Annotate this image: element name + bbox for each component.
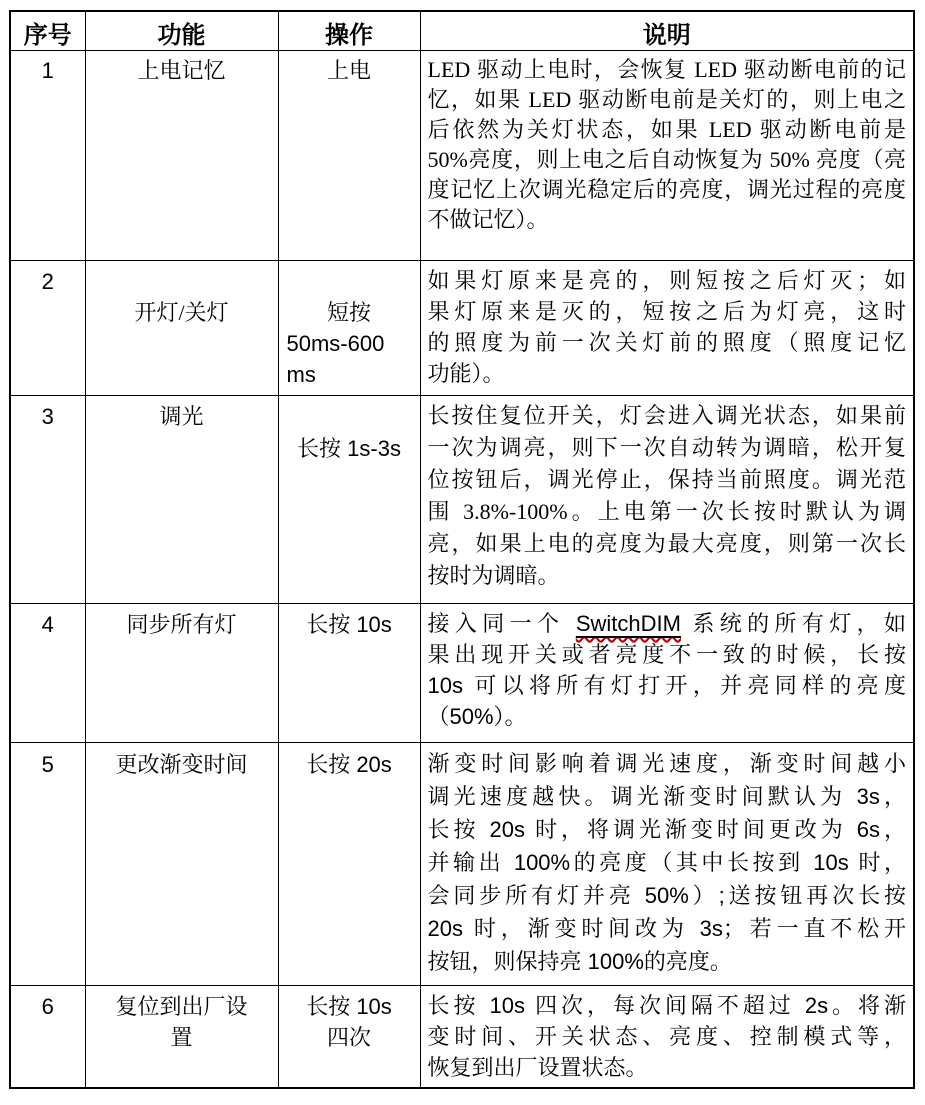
function-cell: 更改渐变时间 — [85, 743, 278, 986]
row-number: 6 — [10, 986, 85, 1088]
operation-cell: 长按 1s-3s — [278, 396, 420, 604]
header-col-desc: 说明 — [420, 11, 914, 51]
function-cell: 调光 — [85, 396, 278, 604]
description-cell: 长按住复位开关，灯会进入调光状态，如果前 一次为调亮，则下一次自动转为调暗，松开复 位按钮后，调光停止，保持当前照度。调光范 围 3.8%-100%。上电第一次长按时默认为调 亮，如果上电的亮度为最大亮度，则第一次长 按时为调暗。 — [420, 396, 914, 604]
spellchecked-line: 接入同一个 SwitchDIM 系统的所有灯，如 — [427, 611, 906, 636]
operation-cell: 短按 50ms-600 ms — [278, 261, 420, 396]
function-cell: 同步所有灯 — [85, 604, 278, 743]
table-row — [10, 986, 914, 1088]
spellcheck-underline: SwitchDIM — [575, 611, 681, 636]
operation-cell: 长按 10s 四次 — [278, 986, 420, 1088]
operation-cell: 上电 — [278, 51, 420, 261]
table-row — [10, 743, 914, 986]
description-cell: 如果灯原来是亮的，则短按之后灯灭；如 果灯原来是灭的，短按之后为灯亮，这时 的照度为前一次关灯前的照度（照度记忆 功能）。 — [420, 261, 914, 396]
description-cell: 接入同一个 SwitchDIM 系统的所有灯，如 果出现开关或者亮度不一致的时候，长按 10s 可以将所有灯打开，并亮同样的亮度 （50%）。 — [420, 604, 914, 743]
function-table — [9, 10, 915, 1089]
table-row — [10, 604, 914, 743]
header-col-num: 序号 — [10, 11, 85, 51]
row-number: 4 — [10, 604, 85, 743]
operation-cell: 长按 20s — [278, 743, 420, 986]
row-number: 5 — [10, 743, 85, 986]
function-cell: 开灯/关灯 — [85, 261, 278, 396]
description-cell: LED 驱动上电时，会恢复 LED 驱动断电前的记 忆，如果 LED 驱动断电前是关灯的，则上电之 后依然为关灯状态，如果 LED 驱动断电前是 50%亮度，则上电之后自动恢复为 50% 亮度（亮 度记忆上次调光稳定后的亮度，调光过程的亮度 不做记忆）。 — [420, 51, 914, 261]
function-cell: 复位到出厂设 置 — [85, 986, 278, 1088]
row-number: 3 — [10, 396, 85, 604]
row-number: 2 — [10, 261, 85, 396]
header-col-func: 功能 — [85, 11, 278, 51]
header-col-op: 操作 — [278, 11, 420, 51]
table-row — [10, 51, 914, 261]
row-number: 1 — [10, 51, 85, 261]
function-cell: 上电记忆 — [85, 51, 278, 261]
table-row — [10, 261, 914, 396]
operation-cell: 长按 10s — [278, 604, 420, 743]
table-row — [10, 396, 914, 604]
header-row — [10, 11, 914, 51]
description-cell: 长按 10s 四次，每次间隔不超过 2s。将渐 变时间、开关状态、亮度、控制模式等， 恢复到出厂设置状态。 — [420, 986, 914, 1088]
description-cell: 渐变时间影响着调光速度，渐变时间越小 调光速度越快。调光渐变时间默认为 3s， 长按 20s 时，将调光渐变时间更改为 6s， 并输出 100%的亮度（其中长按到 10s 时， 会同步所有灯并亮 50%）;送按钮再次长按 20s 时，渐变时间改为 3s；若一直不松开 按钮，则保持亮 100%的亮度。 — [420, 743, 914, 986]
